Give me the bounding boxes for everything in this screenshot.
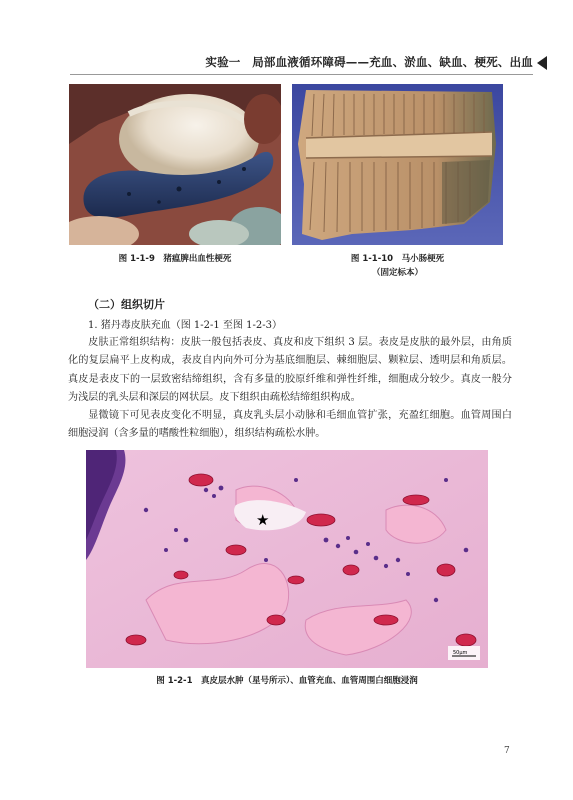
figure-caption: 图 1-1-10 马小肠梗死 (350, 254, 445, 264)
intestine-infarct-photo (292, 84, 503, 245)
he-micrograph (86, 450, 488, 668)
scale-bar-label: 50μm (453, 650, 468, 656)
spleen-infarct-photo (69, 84, 281, 245)
sub-heading: 1. 猪丹毒皮肤充血（图 1-2-1 至图 1-2-3） (88, 320, 282, 331)
page-number: 7 (504, 746, 510, 756)
edema-star-marker: ★ (256, 511, 270, 529)
paragraph-text: 显微镜下可见表皮变化不明显，真皮乳头层小动脉和毛细血管扩张，充盈红细胞。血管周围白细胞浸润（含多量的嗜酸性粒细胞），组织结构疏松水肿。 (68, 410, 512, 440)
section-heading: （二）组织切片 (88, 298, 165, 311)
body-paragraph (68, 334, 512, 407)
figure-caption: 图 1-2-1 真皮层水肿（星号所示）、血管充血、血管周围白细胞浸润 (156, 676, 418, 686)
paragraph-text: 皮肤正常组织结构：皮肤一般包括表皮、真皮和皮下组织 3 层。表皮是皮肤的最外层，由角质化的复层扁平上皮构成，表皮自内向外可分为基底细胞层、棘细胞层、颗粒层、透明层和角质层。真皮是表皮下的一层致密结缔组织，含有多量的胶原纤维和弹性纤维，细胞成分较少。真皮一般分为浅层的乳头层和深层的网状层。皮下组织由疏松结缔组织构成。 (68, 337, 512, 403)
running-title: 实验一 局部血液循环障碍——充血、淤血、缺血、梗死、出血 (205, 55, 533, 69)
body-paragraph (68, 407, 512, 444)
figure-caption: 图 1-1-9 猪瘟脾出血性梗死 (118, 254, 232, 264)
running-header (0, 52, 573, 74)
figure-caption-note: （固定标本） (371, 268, 423, 278)
header-rule (70, 74, 533, 75)
header-arrow-icon (537, 56, 547, 70)
